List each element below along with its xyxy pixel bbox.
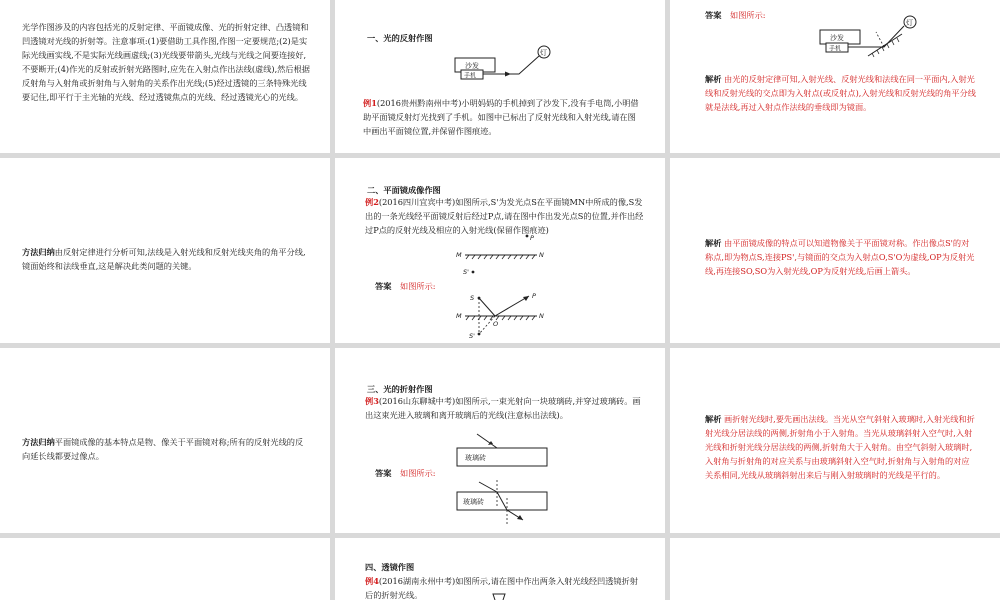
- answer-3-text: 如图所示:: [400, 468, 436, 478]
- method-summary-2-text: 平面镜成像的基本特点是物、像关于平面镜对称;所有的反射光线的反向延长线都要过像点。: [22, 437, 304, 461]
- ray-arrow: [505, 72, 511, 77]
- slide-r4c2[interactable]: [335, 538, 665, 600]
- analysis-2-label: 解析: [705, 238, 722, 248]
- reflection-question-figure: [445, 44, 555, 84]
- lens-question-figure: [485, 590, 515, 600]
- example-3-label: 例3: [365, 396, 379, 406]
- answer-2-text: 如图所示:: [400, 281, 436, 291]
- answer-2-label: 答案: [375, 281, 392, 291]
- slide-r1c1[interactable]: [0, 0, 330, 153]
- section-heading-refraction: 三、光的折射作图: [367, 384, 433, 394]
- answer-1-text: 如图所示:: [730, 10, 766, 20]
- incident-ray: [479, 482, 497, 492]
- label-n: N: [539, 312, 544, 320]
- incident-ray: [479, 298, 495, 316]
- example-1: [363, 96, 643, 138]
- normal-line: [876, 32, 884, 47]
- sofa-label: 沙发: [465, 62, 479, 70]
- example-2-label: 例2: [365, 197, 379, 207]
- label-o: O: [493, 320, 499, 328]
- example-2: [365, 195, 645, 237]
- reflection-answer-figure: [810, 14, 920, 58]
- concave-lens-top: [493, 594, 505, 600]
- slide-r3c3[interactable]: [670, 348, 1000, 533]
- section-heading-lens: 四、透镜作图: [365, 562, 415, 572]
- refraction-question-figure: [455, 432, 555, 472]
- example-4-label: 例4: [365, 576, 379, 586]
- answer-2: [375, 279, 436, 293]
- reflected-ray: [495, 296, 529, 316]
- slide-r3c2[interactable]: [335, 348, 665, 533]
- example-1-label: 例1: [363, 98, 377, 108]
- label-s: S: [470, 294, 475, 302]
- phone-label: 手机: [829, 45, 842, 53]
- slide-r1c3[interactable]: [670, 0, 1000, 153]
- method-summary-1: [22, 245, 310, 273]
- mirror-line: [868, 34, 902, 56]
- label-m: M: [456, 312, 462, 320]
- label-p: P: [530, 234, 534, 242]
- sofa-label: 沙发: [830, 34, 844, 42]
- slide-r4c3[interactable]: [670, 538, 1000, 600]
- example-3-text: (2016山东聊城中考)如图所示,一束光射向一块玻璃砖,并穿过玻璃砖。画出这束光进入玻璃和离开玻璃后的光线(注意标出法线)。: [365, 396, 641, 420]
- glass-label: 玻璃砖: [463, 498, 484, 506]
- label-p: P: [532, 292, 536, 300]
- slide-r3c1[interactable]: [0, 348, 330, 533]
- example-2-text: (2016四川宜宾中考)如图所示,S'为发光点S在平面镜MN中所成的像,S发出的一条光线经平面镜反射后经过P点,请在图中作出发光点S的位置,并作出经过P点的反射光线及相应的入射光线(保留作图痕迹): [365, 197, 644, 235]
- label-s-prime: S': [463, 268, 469, 276]
- example-1-text: (2016贵州黔南州中考)小明妈妈的手机掉到了沙发下,没有手电筒,小明借助平面镜反射灯光找到了手机。如图中已标出了反射光线和入射光线,请在图中画出平面镜位置,并保留作图痕迹。: [363, 98, 639, 136]
- answer-3-label: 答案: [375, 468, 392, 478]
- method-summary-1-text: 由反射定律进行分析可知,法线是入射光线和反射光线夹角的角平分线,镜面始终和法线垂直,这是解决此类问题的关键。: [22, 247, 306, 271]
- answer-1-label: 答案: [705, 10, 722, 20]
- slide-r2c3[interactable]: [670, 158, 1000, 343]
- answer-1: [705, 8, 766, 22]
- point-s-prime: [472, 271, 475, 274]
- label-n: N: [539, 251, 544, 259]
- analysis-2-text: 由平面镜成像的特点可以知道物像关于平面镜对称。作出像点S'的对称点,即为物点S,连接PS',与镜面的交点为入射点O,S'O为虚线,OP为反射光线,再连接SO,SO为入射光线,OP为反射光线,后画上箭头。: [705, 238, 975, 276]
- glass-label: 玻璃砖: [465, 454, 486, 462]
- slide-r2c1[interactable]: [0, 158, 330, 343]
- lamp-label: 灯: [540, 49, 547, 57]
- label-m: M: [456, 251, 462, 259]
- method-summary-2: [22, 435, 310, 463]
- section-heading-reflection: 一、光的反射作图: [367, 33, 433, 43]
- lamp-label: 灯: [906, 19, 913, 27]
- slide-r2c2[interactable]: [335, 158, 665, 343]
- point-p: [526, 235, 529, 238]
- emergent-ray-arrow: [517, 515, 523, 520]
- point-s-prime: [478, 333, 481, 336]
- method-summary-1-label: 方法归纳: [22, 247, 55, 257]
- analysis-3-label: 解析: [705, 414, 722, 424]
- plane-mirror-question-figure: [455, 232, 555, 282]
- analysis-3: [705, 412, 977, 482]
- analysis-1-text: 由光的反射定律可知,入射光线、反射光线和法线在同一平面内,入射光线和反射光线的交点即为入射点(或反射点),入射光线和反射光线的角平分线就是法线,再过入射点作法线的垂线即为镜面。: [705, 74, 976, 112]
- method-summary-2-label: 方法归纳: [22, 437, 55, 447]
- slide-r1c2[interactable]: [335, 0, 665, 153]
- mirror-hatching: [466, 255, 535, 259]
- refraction-answer-figure: [455, 478, 555, 528]
- analysis-1: [705, 72, 977, 114]
- intro-paragraph: 光学作图涉及的内容包括光的反射定律、平面镜成像、光的折射定律、凸透镜和凹透镜对光线的折射等。注意事项:(1)要借助工具作图,作图一定要规范;(2)是实际光线画实线,不是实际光线画虚线;(3)光线要带箭头,光线与光线之间要连接好,不要断开;(4)作光的反射或折射光路图时,应先在入射点作出法线(虚线),然后根据反射角与入射角或折射角与入射角的关系作出光线;(5)经过透镜的三条特殊光线要记住,即平行于主光轴的光线、经过透镜焦点的光线、经过透镜光心的光线。: [22, 22, 310, 102]
- slide-r4c1[interactable]: [0, 538, 330, 600]
- example-3: [365, 394, 645, 422]
- plane-mirror-answer-figure: [455, 286, 555, 342]
- label-s-prime: S': [469, 332, 475, 340]
- analysis-1-label: 解析: [705, 74, 722, 84]
- refracted-ray: [497, 492, 507, 510]
- mirror-hatching: [466, 316, 535, 320]
- analysis-2: [705, 236, 977, 278]
- phone-label: 手机: [464, 72, 477, 80]
- section-heading-plane-mirror: 二、平面镜成像作图: [367, 185, 441, 195]
- analysis-3-text: 画折射光线时,要先画出法线。当光从空气斜射入玻璃时,入射光线和折射光线分居法线的两侧,折射角小于入射角。当光从玻璃斜射入空气时,入射光线和折射光线分居法线的两侧,折射角大于入射角。由空气斜射入玻璃时,入射角与折射角的对应关系与由玻璃斜射入空气时,折射角与入射角的对应关系相同,光线从玻璃斜射出来后与刚入射玻璃时的光线是平行的。: [705, 414, 975, 480]
- reflected-ray: [483, 56, 539, 74]
- example-4-text: (2016湖南永州中考)如图所示,请在图中作出两条入射光线经凹透镜折射后的折射光线。: [365, 576, 638, 600]
- incident-ray: [477, 434, 497, 448]
- answer-3: [375, 466, 436, 480]
